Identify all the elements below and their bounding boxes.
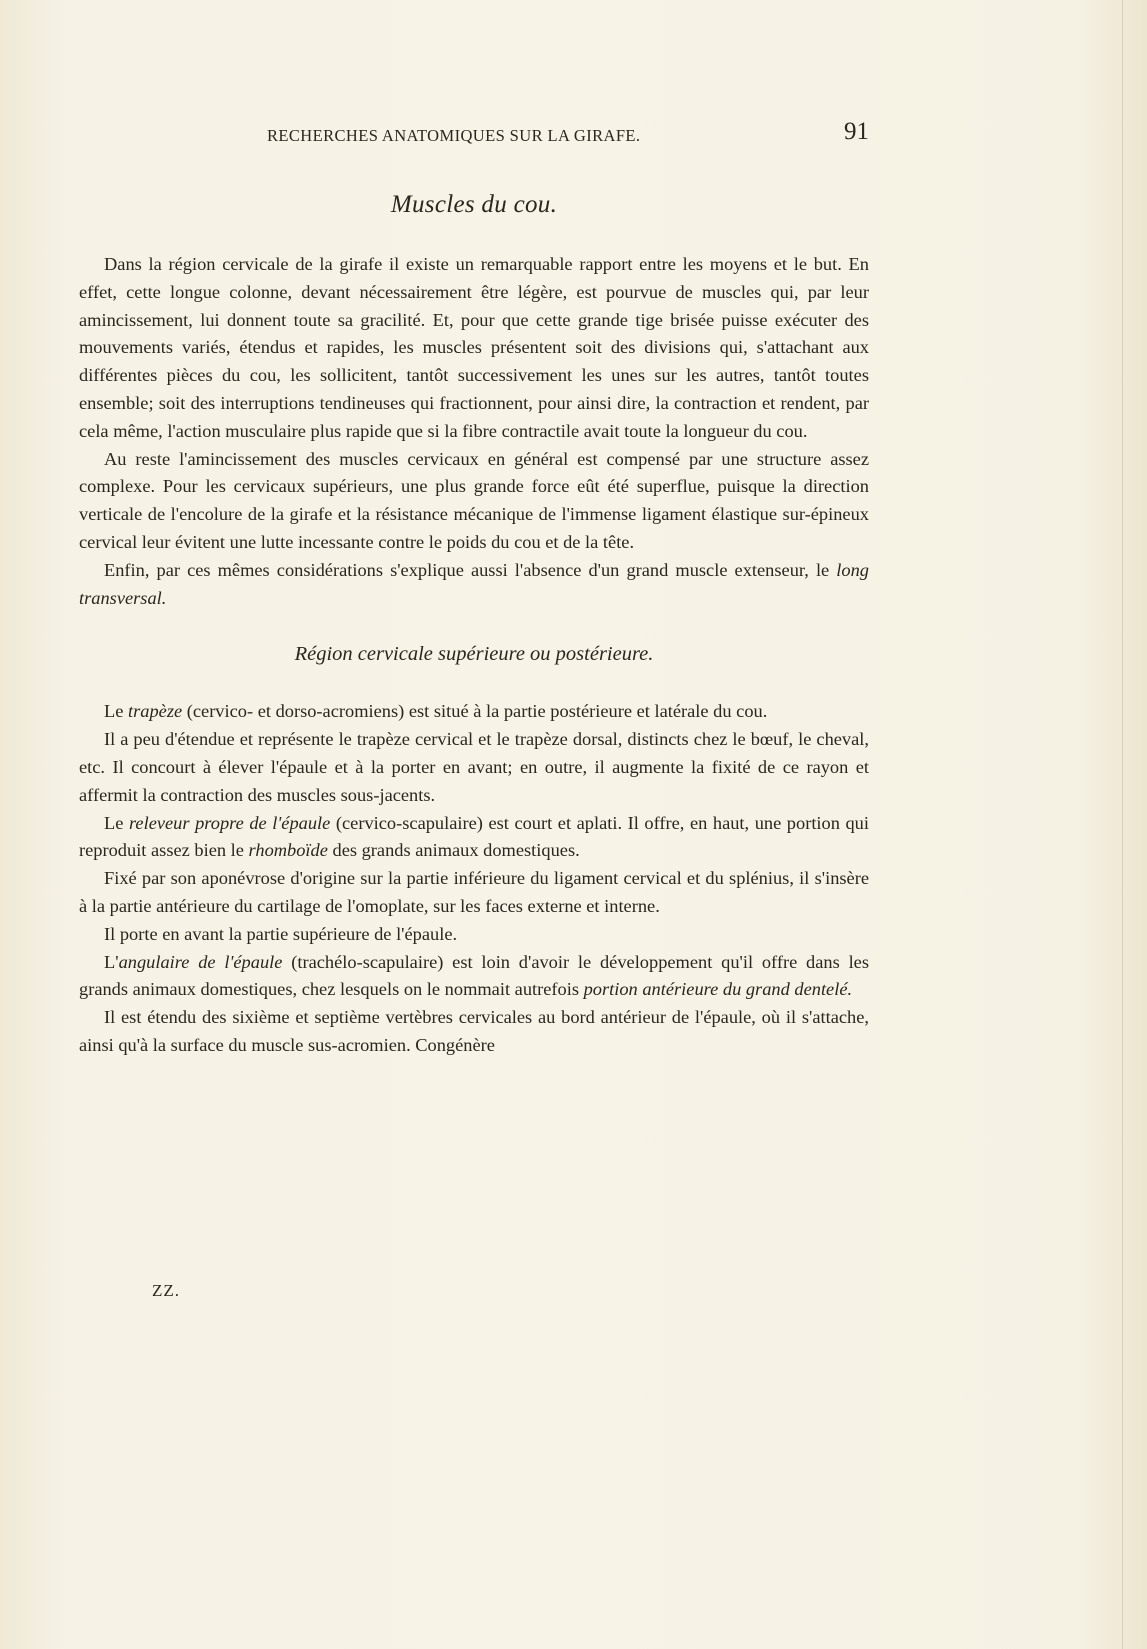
paragraph-text: Enfin, par ces mêmes considérations s'explique aussi l'absence d'un grand muscle extenseur, le [104, 559, 837, 580]
paragraph [79, 557, 869, 613]
paragraph: Il est étendu des sixième et septième vertèbres cervicales au bord antérieur de l'épaule, où il s'attache, ainsi qu'à la surface du muscle sus-acromien. Congénère [79, 1007, 869, 1055]
paragraph [79, 698, 869, 726]
page-header [79, 118, 869, 148]
italic-term: angulaire de l'épaule [118, 951, 283, 972]
section-title: Muscles du cou. [390, 191, 558, 218]
paragraph: Fixé par son aponévrose d'origine sur la partie inférieure du ligament cervical et du splénius, il s'insère à la partie antérieure du cartilage de l'omoplate, sur les faces externe et interne. [79, 868, 869, 916]
italic-term: releveur propre de l'épaule [128, 812, 331, 833]
italic-term: trapèze [128, 701, 183, 722]
paragraph-text: (trachélo-scapulaire) est loin d'avoir le développement qu'il offre dans les grands animaux domestiques, chez lesquels on le nommait autrefois [79, 951, 869, 1000]
paragraph-text: Le [104, 812, 129, 833]
italic-term: rhomboïde [248, 840, 328, 861]
paragraph [79, 949, 869, 1005]
page-number: 91 [844, 118, 869, 145]
paragraph-text: Le [104, 701, 128, 722]
page-edge-line [1122, 0, 1123, 1649]
printer-signature-mark: ZZ. [152, 1281, 181, 1300]
running-head: RECHERCHES ANATOMIQUES SUR LA GIRAFE. [267, 126, 641, 145]
paragraph: Au reste l'amincissement des muscles cervicaux en général est compensé par une structure assez complexe. Pour les cervicaux supérieurs, une plus grande force eût été superflue, puisque la direction verticale de l'encolure de la girafe et la résistance mécanique de l'immense ligament élastique sur-épineux cervical leur évitent une lutte incessante contre le poids du cou et de la tête. [79, 448, 869, 552]
paragraph-text: des grands animaux domestiques. [327, 840, 580, 861]
paragraph: Il a peu d'étendue et représente le trapèze cervical et le trapèze dorsal, distincts chez le bœuf, le cheval, etc. Il concourt à élever l'épaule et à la porter en avant; en outre, il augmente la fixité de ce rayon et affermit la contraction des muscles sous-jacents. [79, 729, 869, 805]
paragraph-text: (cervico-scapulaire) est court et aplati. Il offre, en haut, une portion qui reproduit assez bien le [79, 812, 869, 861]
paragraph-text: L' [104, 951, 119, 972]
italic-term: long transversal. [79, 559, 869, 608]
italic-term: portion antérieure du grand dentelé. [583, 979, 853, 1000]
subsection-title: Région cervicale supérieure ou postérieure. [294, 643, 654, 666]
paragraph [79, 810, 869, 866]
paragraph: Il porte en avant la partie supérieure de l'épaule. [104, 923, 458, 944]
paragraph-text: (cervico- et dorso-acromiens) est situé à la partie postérieure et latérale du cou. [182, 701, 768, 722]
paragraph: Dans la région cervicale de la girafe il existe un remarquable rapport entre les moyens et le but. En effet, cette longue colonne, devant nécessairement être légère, est pourvue de muscles qui, par leur amincissement, lui donnent toute sa gracilité. Et, pour que cette grande tige brisée puisse exécuter des mouvements variés, étendus et rapides, les muscles présentent soit des divisions qui, s'attachant aux différentes pièces du cou, les sollicitent, tantôt successivement les unes sur les autres, tantôt toutes ensemble; soit des interruptions tendineuses qui fractionnent, pour ainsi dire, la contraction et rendent, par cela même, l'action musculaire plus rapide que si la fibre contractile avait toute la longueur du cou. [79, 254, 869, 441]
text-block [79, 190, 869, 1060]
